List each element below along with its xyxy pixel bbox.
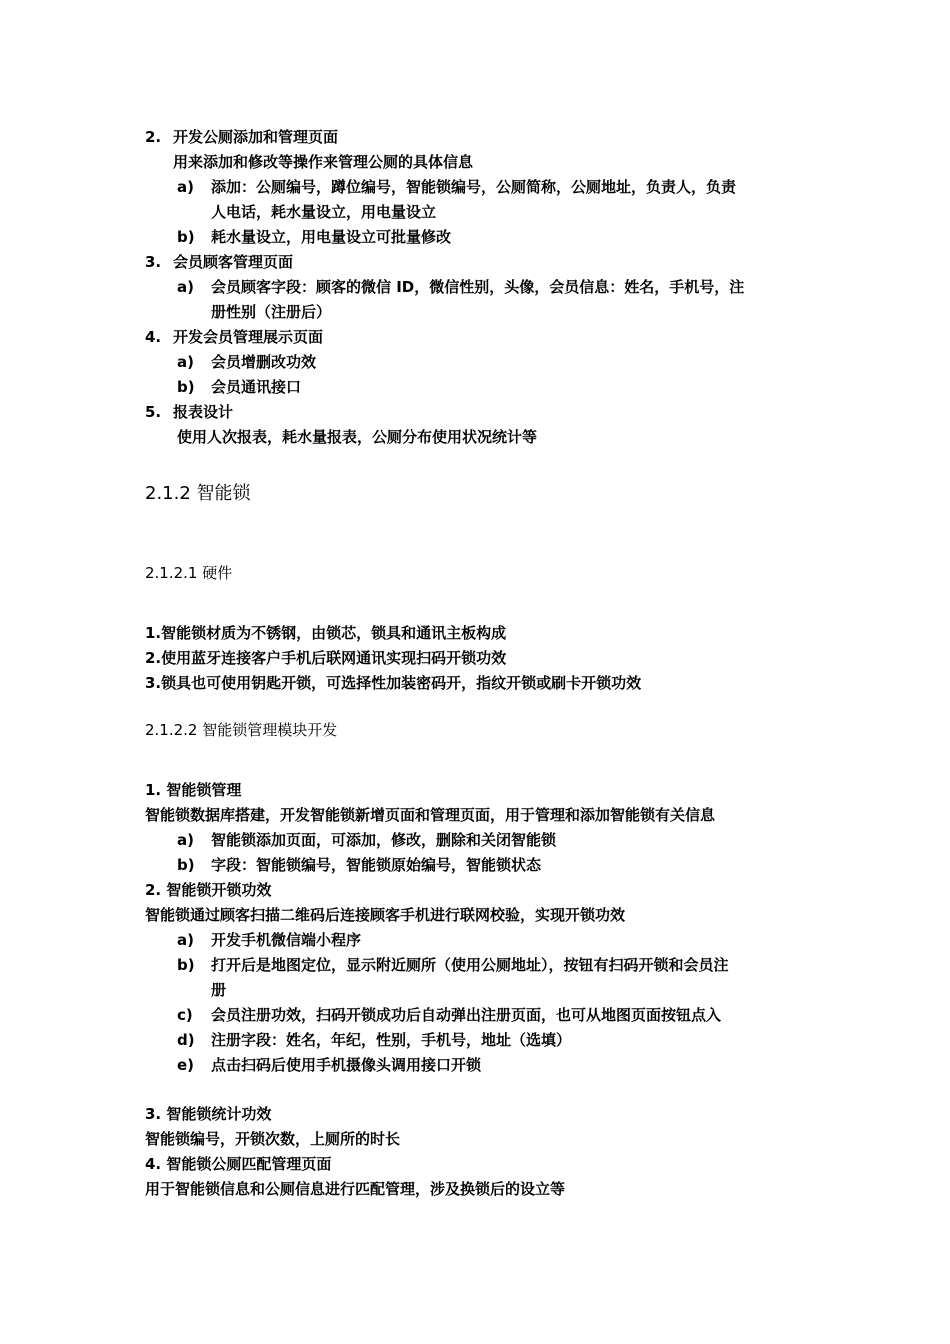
paragraph: 智能锁通过顾客扫描二维码后连接顾客手机进行联网校验，实现开锁功效 (145, 906, 626, 924)
list-item-title: 2. 智能锁开锁功效 (145, 881, 272, 899)
sublist-item: 字段：智能锁编号，智能锁原始编号，智能锁状态 (211, 856, 542, 874)
paragraph: 2.使用蓝牙连接客户手机后联网通讯实现扫码开锁功效 (145, 649, 507, 667)
sublist-label: a) (177, 831, 194, 849)
sublist-label: d) (177, 1031, 195, 1049)
sublist-item: 会员注册功效，扫码开锁成功后自动弹出注册页面，也可从地图页面按钮点入 (211, 1006, 722, 1024)
section-heading: 2.1.2 智能锁 (145, 483, 251, 504)
sublist-item: 会员通讯接口 (211, 378, 302, 396)
sublist-label: b) (177, 228, 195, 246)
sublist-label: b) (177, 378, 195, 396)
paragraph: 智能锁数据库搭建，开发智能锁新增页面和管理页面，用于管理和添加智能锁有关信息 (145, 806, 716, 824)
subsection-heading: 2.1.2.2 智能锁管理模块开发 (145, 721, 338, 739)
sublist-item: 注册字段：姓名，年纪，性别，手机号，地址（选填） (211, 1031, 572, 1049)
sublist-label: a) (177, 931, 194, 949)
sublist-item-continued: 人电话，耗水量设立，用电量设立 (211, 203, 437, 221)
list-item-title: 开发公厕添加和管理页面 (173, 128, 339, 146)
list-item-title: 开发会员管理展示页面 (173, 328, 324, 346)
sublist-item: 点击扫码后使用手机摄像头调用接口开锁 (211, 1056, 482, 1074)
paragraph: 1.智能锁材质为不锈钢，由锁芯，锁具和通讯主板构成 (145, 624, 507, 642)
subsection-heading: 2.1.2.1 硬件 (145, 564, 233, 582)
sublist-label: e) (177, 1056, 195, 1074)
list-item-title: 会员顾客管理页面 (173, 253, 294, 271)
paragraph: 使用人次报表，耗水量报表，公厕分布使用状况统计等 (177, 428, 538, 446)
sublist-item-continued: 册性别（注册后） (211, 303, 332, 321)
sublist-item: 智能锁添加页面，可添加，修改，删除和关闭智能锁 (211, 831, 557, 849)
sublist-label: c) (177, 1006, 193, 1024)
list-number: 3. (145, 253, 162, 271)
sublist-item: 会员增删改功效 (211, 353, 317, 371)
paragraph: 用来添加和修改等操作来管理公厕的具体信息 (173, 153, 474, 171)
list-item-title: 3. 智能锁统计功效 (145, 1105, 272, 1123)
sublist-item: 耗水量设立，用电量设立可批量修改 (211, 228, 452, 246)
sublist-label: a) (177, 178, 194, 196)
paragraph: 用于智能锁信息和公厕信息进行匹配管理，涉及换锁后的设立等 (145, 1180, 566, 1198)
paragraph: 智能锁编号，开锁次数，上厕所的时长 (145, 1130, 401, 1148)
list-number: 5. (145, 403, 162, 421)
sublist-item-continued: 册 (211, 981, 227, 999)
sublist-item: 会员顾客字段：顾客的微信 ID，微信性别，头像，会员信息：姓名，手机号，注 (211, 278, 745, 296)
list-item-title: 报表设计 (173, 403, 234, 421)
sublist-label: b) (177, 856, 195, 874)
list-number: 4. (145, 328, 162, 346)
list-item-title: 4. 智能锁公厕匹配管理页面 (145, 1155, 332, 1173)
list-item-title: 1. 智能锁管理 (145, 781, 242, 799)
sublist-item: 打开后是地图定位，显示附近厕所（使用公厕地址），按钮有扫码开锁和会员注 (211, 956, 729, 974)
sublist-item: 添加：公厕编号，蹲位编号，智能锁编号，公厕简称，公厕地址，负责人，负责 (211, 178, 737, 196)
sublist-label: b) (177, 956, 195, 974)
paragraph: 3.锁具也可使用钥匙开锁，可选择性加装密码开，指纹开锁或刷卡开锁功效 (145, 674, 642, 692)
list-number: 2. (145, 128, 162, 146)
sublist-label: a) (177, 278, 194, 296)
sublist-label: a) (177, 353, 194, 371)
sublist-item: 开发手机微信端小程序 (211, 931, 362, 949)
